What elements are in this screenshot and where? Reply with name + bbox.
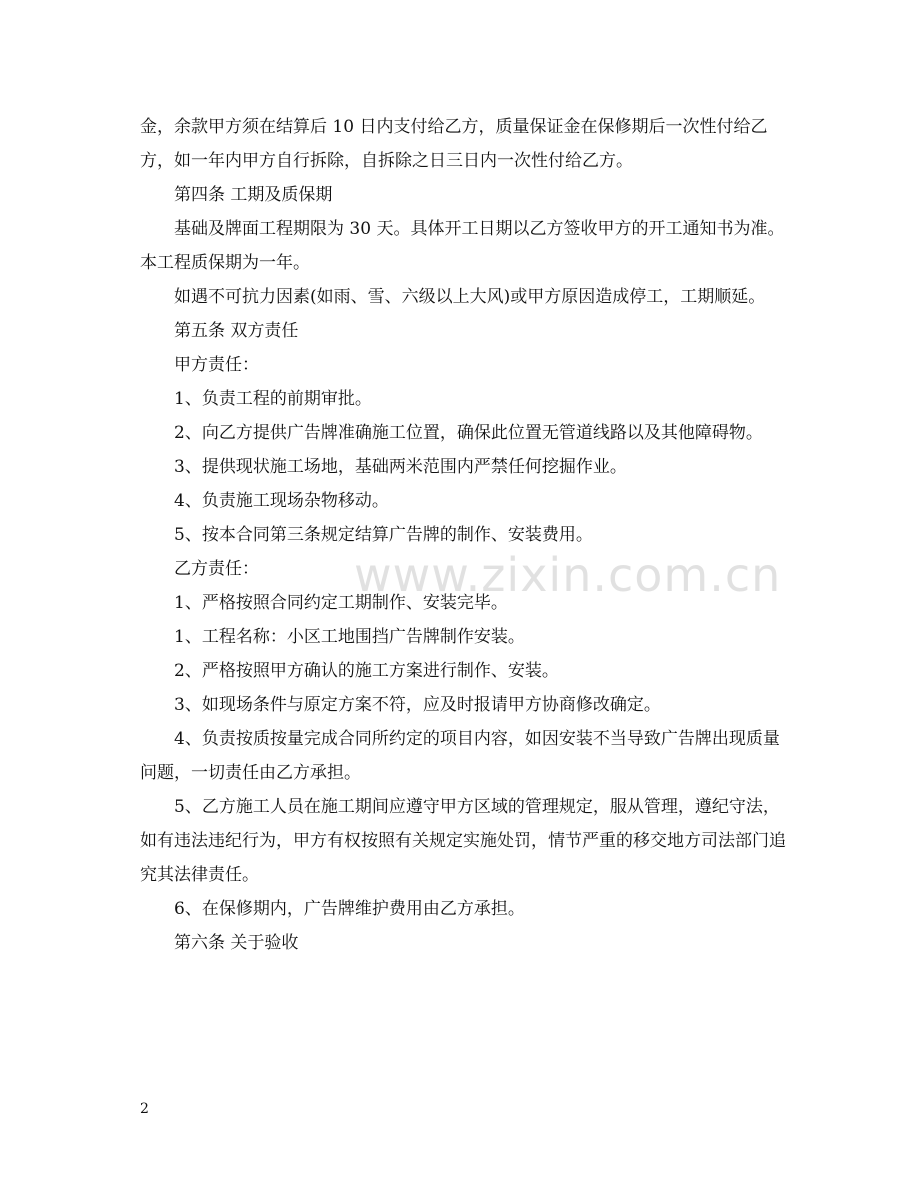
list-item: 5、乙方施工人员在施工期间应遵守甲方区域的管理规定，服从管理，遵纪守法，如有违法违纪行为，甲方有权按照有关规定实施处罚，情节严重的移交地方司法部门追究其法律责任。 [140, 797, 786, 885]
paragraph: 基础及牌面工程期限为 30 天。具体开工日期以乙方签收甲方的开工通知书为准。本工程质保期为一年。 [140, 219, 785, 273]
section-heading: 第四条 工期及质保期 [174, 185, 333, 205]
list-item: 2、严格按照甲方确认的施工方案进行制作、安装。 [174, 661, 559, 681]
list-item: 3、如现场条件与原定方案不符，应及时报请甲方协商修改确定。 [174, 695, 661, 715]
watermark: www.zixin.com.cn [354, 548, 782, 602]
list-item: 4、负责施工现场杂物移动。 [174, 491, 389, 511]
list-item: 1、工程名称：小区工地围挡广告牌制作安装。 [174, 627, 525, 647]
section-heading: 第六条 关于验收 [174, 933, 299, 953]
list-item: 4、负责按质按量完成合同所约定的项目内容，如因安装不当导致广告牌出现质量问题，一切责任由乙方承担。 [140, 729, 780, 783]
page-number: 2 [140, 1101, 149, 1117]
list-item: 2、向乙方提供广告牌准确施工位置，确保此位置无管道线路以及其他障碍物。 [174, 423, 763, 443]
paragraph: 如遇不可抗力因素(如雨、雪、六级以上大风)或甲方原因造成停工，工期顺延。 [174, 287, 766, 307]
list-item: 3、提供现状施工场地，基础两米范围内严禁任何挖掘作业。 [174, 457, 627, 477]
list-item: 6、在保修期内，广告牌维护费用由乙方承担。 [174, 899, 525, 919]
section-heading: 第五条 双方责任 [174, 321, 299, 341]
list-item: 1、严格按照合同约定工期制作、安装完毕。 [174, 593, 508, 613]
document-body [140, 110, 790, 960]
subheading: 乙方责任： [174, 559, 259, 579]
list-item: 1、负责工程的前期审批。 [174, 389, 372, 409]
list-item: 5、按本合同第三条规定结算广告牌的制作、安装费用。 [174, 525, 593, 545]
subheading: 甲方责任： [174, 355, 259, 375]
paragraph: 金，余款甲方须在结算后 10 日内支付给乙方，质量保证金在保修期后一次性付给乙方，如一年内甲方自行拆除，自拆除之日三日内一次性付给乙方。 [140, 117, 768, 171]
